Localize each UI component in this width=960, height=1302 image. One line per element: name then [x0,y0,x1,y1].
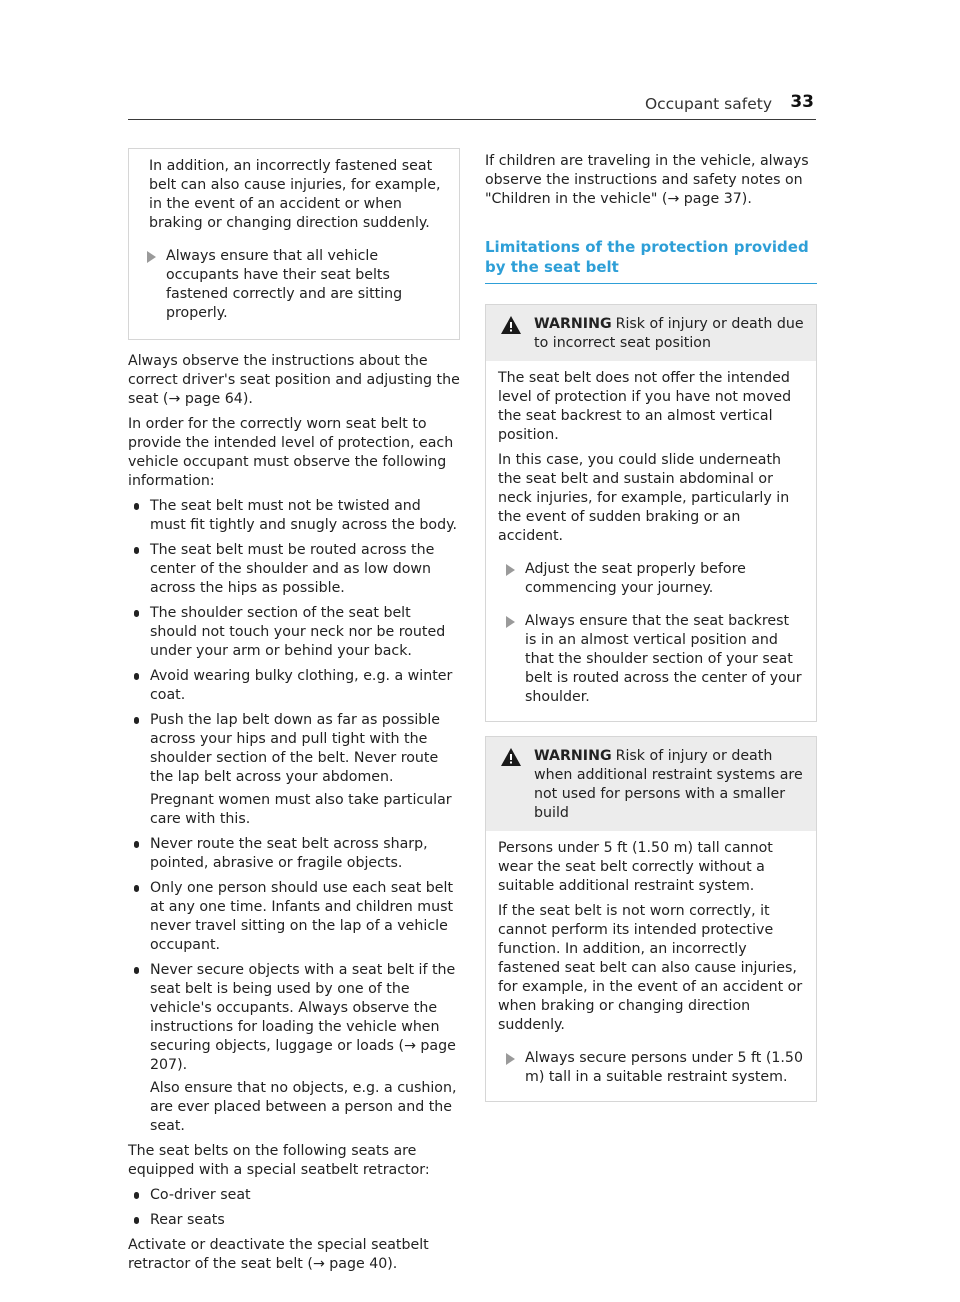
action-arrow-icon [506,564,515,576]
section-title: Occupant safety [644,95,772,113]
right-column [485,152,817,1116]
action-text: Always secure persons under 5 ft (1.50 m) tall in a suitable restraint system. [525,1050,803,1085]
bullet-icon [134,547,139,554]
list-item-note: Pregnant women must also take particular care with this. [150,792,452,827]
warning-header [486,737,816,831]
bullet-icon [134,1217,139,1224]
bullet-icon [134,885,139,892]
bullet-icon [134,673,139,680]
action-text: Always ensure that all vehicle occupants have their seat belts fastened correctly and are sitting properly. [166,248,403,321]
paragraph: If children are traveling in the vehicle, always observe the instructions and safety notes on "Children in the vehicle" (→ page 37). [485,153,809,207]
list-item-text: Co-driver seat [150,1187,251,1203]
list-item-text: The shoulder section of the seat belt should not touch your neck nor be routed under your arm or behind your back. [150,605,446,659]
list-item-text: The seat belt must be routed across the center of the shoulder and as low down across the hips as possible. [150,542,435,596]
action-step [498,612,804,707]
action-step [498,1049,804,1087]
list-item [128,497,460,535]
warning-box [485,736,817,1102]
list-item [128,1211,460,1230]
warning-icon [500,747,522,767]
bullet-icon [134,967,139,974]
list-item-text: Push the lap belt down as far as possible across your hips and pull tight with the shoulder section of the belt. Never route the lap belt across your abdomen. [150,712,440,785]
bullet-icon [134,841,139,848]
bullet-icon [134,1192,139,1199]
page-header [128,93,816,120]
warning-box [485,304,817,722]
warning-body [486,831,816,1101]
paragraph: The seat belt does not offer the intended level of protection if you have not moved the seat backrest to an almost vertical position. [498,370,792,443]
action-text: Always ensure that the seat backrest is in an almost vertical position and that the shoulder section of your seat belt is routed across the center of your shoulder. [525,613,802,705]
warning-title: Risk of injury or death due to incorrect seat position [534,316,804,351]
list-item [128,961,460,1136]
seat-list [128,1186,460,1230]
list-item [128,1186,460,1205]
warning-label: WARNING [534,748,612,764]
list-item-text: Avoid wearing bulky clothing, e.g. a winter coat. [150,668,453,703]
note-box [128,148,460,340]
bullet-icon [134,610,139,617]
action-arrow-icon [506,1053,515,1065]
paragraph: Activate or deactivate the special seatbelt retractor of the seat belt (→ page 40). [128,1237,429,1272]
list-item-text: The seat belt must not be twisted and must fit tightly and snugly across the body. [150,498,457,533]
note-text: In addition, an incorrectly fastened seat belt can also cause injuries, for example, in the event of an accident or when braking or changing direction suddenly. [149,158,441,231]
warning-label: WARNING [534,316,612,332]
list-item [128,667,460,705]
paragraph: Persons under 5 ft (1.50 m) tall cannot wear the seat belt correctly without a suitable additional restraint system. [498,840,773,894]
action-step [139,247,449,323]
bullet-icon [134,503,139,510]
section-heading: Limitations of the protection provided by the seat belt [485,237,817,284]
page-number: 33 [790,92,814,112]
action-step [498,560,804,598]
warning-header [486,305,816,361]
action-arrow-icon [147,251,156,263]
list-item-note: Also ensure that no objects, e.g. a cushion, are ever placed between a person and the seat. [150,1080,457,1134]
list-item-text: Rear seats [150,1212,225,1228]
list-item [128,541,460,598]
paragraph: In order for the correctly worn seat belt to provide the intended level of protection, each vehicle occupant must observe the following information: [128,416,454,489]
action-text: Adjust the seat properly before commencing your journey. [525,561,746,596]
paragraph: The seat belts on the following seats are equipped with a special seatbelt retractor: [128,1143,430,1178]
bullet-list [128,497,460,1136]
list-item-text: Never route the seat belt across sharp, pointed, abrasive or fragile objects. [150,836,428,871]
paragraph: In this case, you could slide underneath the seat belt and sustain abdominal or neck injuries, for example, particularly in the event of sudden braking or an accident. [498,452,790,544]
list-item [128,879,460,955]
warning-icon [500,315,522,335]
list-item-text: Never secure objects with a seat belt if the seat belt is being used by one of the vehicle's occupants. Always observe the instructions for loading the vehicle when securing objects, luggage or loads (→ page 207). [150,962,456,1073]
list-item [128,711,460,829]
bullet-icon [134,717,139,724]
action-arrow-icon [506,616,515,628]
warning-body [486,361,816,721]
list-item-text: Only one person should use each seat belt at any one time. Infants and children must never travel sitting on the lap of a vehicle occupant. [150,880,454,953]
paragraph: Always observe the instructions about the correct driver's seat position and adjusting the seat (→ page 64). [128,353,460,407]
left-column [128,148,460,1280]
list-item [128,604,460,661]
list-item [128,835,460,873]
warning-title: Risk of injury or death when additional restraint systems are not used for persons with a smaller build [534,748,803,821]
paragraph: If the seat belt is not worn correctly, it cannot perform its intended protective function. In addition, an incorrectly fastened seat belt can also cause injuries, for example, in the event of an accident or when braking or changing direction suddenly. [498,903,803,1033]
